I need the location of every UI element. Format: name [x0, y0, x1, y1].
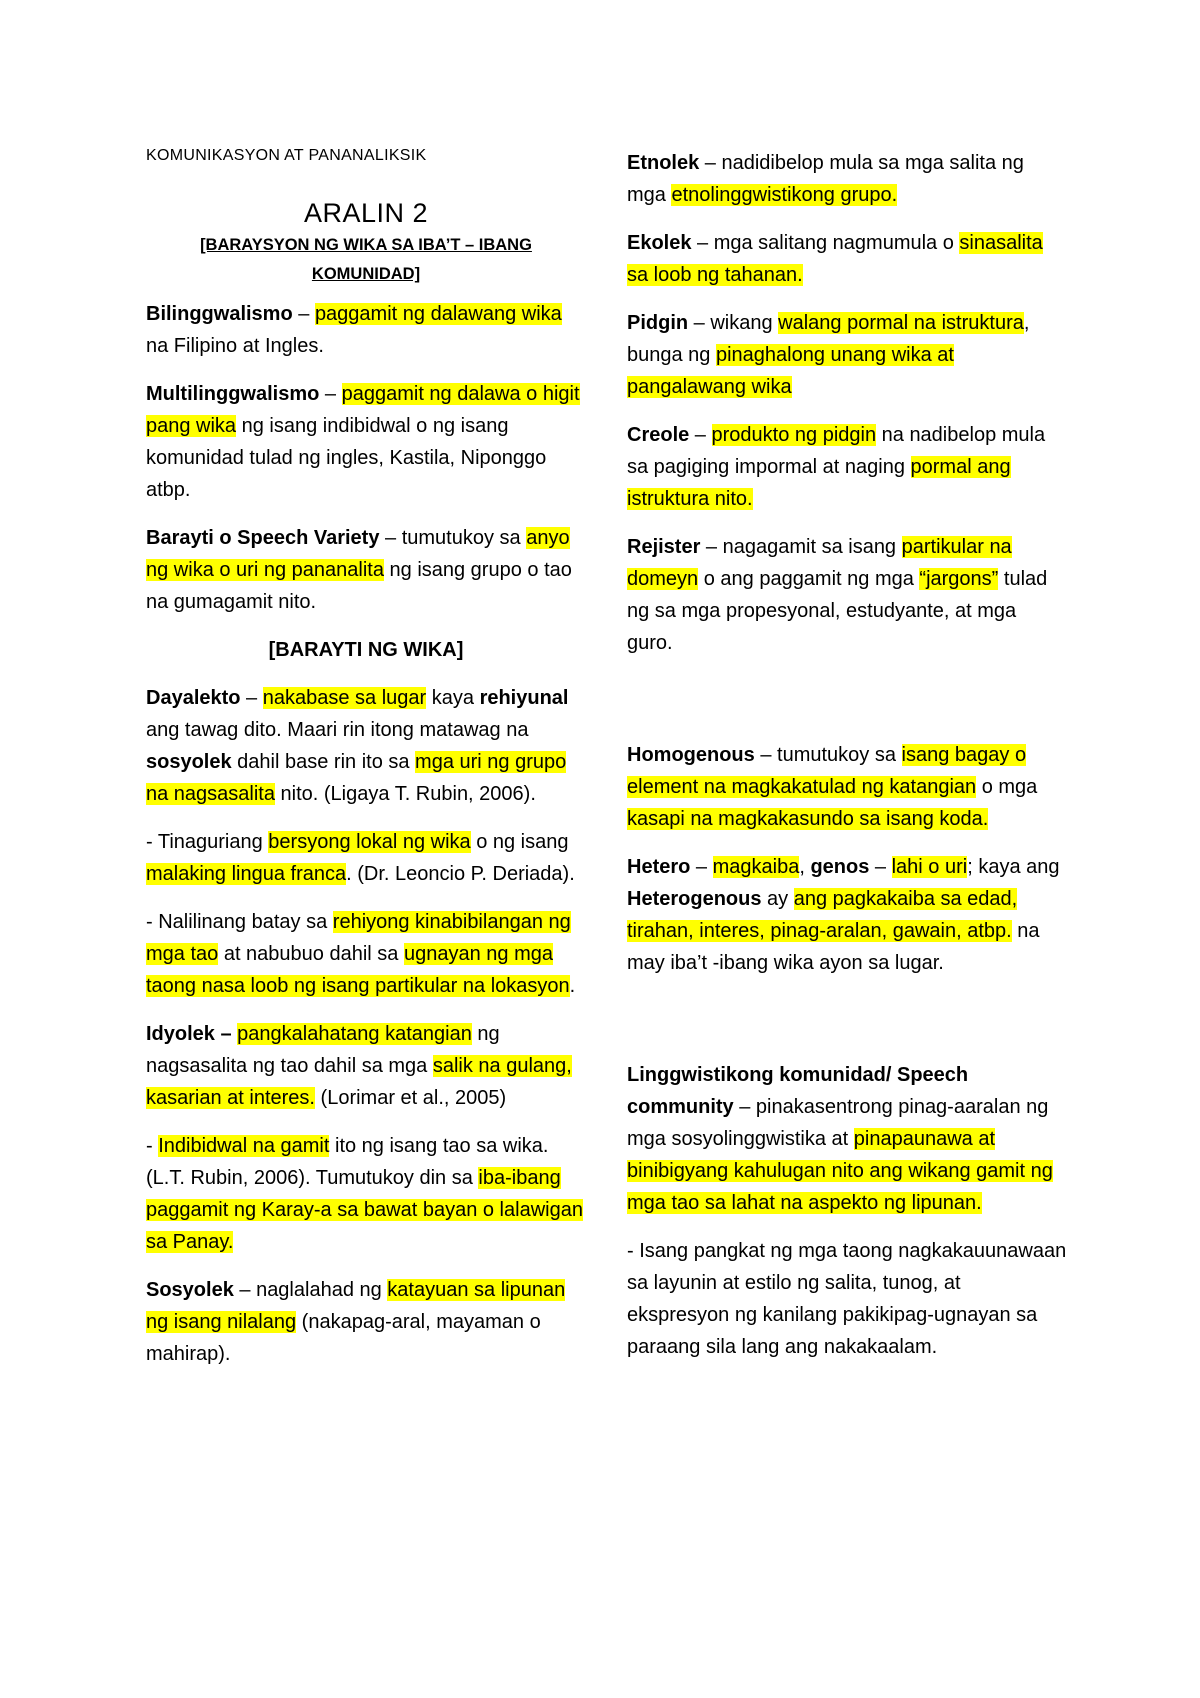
text-run: . (Dr. Leoncio P. Deriada).	[346, 863, 575, 885]
text-run: , bunga ng	[627, 312, 1030, 366]
highlighted-text: walang pormal na istruktura	[778, 312, 1024, 334]
highlighted-text: bersyong lokal ng wika	[268, 831, 471, 853]
text-run: ng isang indibidwal o ng isang komunidad tulad ng ingles, Kastila, Niponggo atbp.	[146, 415, 547, 501]
text-run: dahil base rin ito sa	[231, 751, 416, 773]
text-run: ng isang grupo o tao na gumagamit nito.	[146, 559, 572, 613]
highlighted-text: katayuan sa lipunan ng isang nilalang	[146, 1279, 566, 1333]
highlighted-text: salik na gulang, kasarian at interes.	[146, 1055, 572, 1109]
definition-ekolek	[627, 227, 1067, 291]
highlighted-text: lahi o uri	[891, 856, 968, 878]
term: Heterogenous	[627, 888, 762, 910]
definition-dayalekto	[146, 682, 586, 810]
definition-speech-community-note	[627, 1235, 1067, 1363]
term: Dayalekto	[146, 687, 241, 709]
highlighted-text: isang bagay o element na magkakatulad ng katangian	[627, 744, 1027, 798]
text-run: – tumutukoy sa	[379, 527, 527, 549]
highlighted-text: partikular na domeyn	[627, 536, 1012, 590]
term: Sosyolek	[146, 1279, 234, 1301]
spacer-gap-1	[627, 675, 1067, 739]
text-run: ay	[761, 888, 794, 910]
definition-speech-community	[627, 1059, 1067, 1219]
highlighted-text: produkto ng pidgin	[711, 424, 877, 446]
highlighted-text: anyo ng wika o uri ng pananalita	[146, 527, 570, 581]
definition-etnolek	[627, 147, 1067, 211]
text-run: – naglalahad ng	[233, 1279, 388, 1301]
highlighted-text: sinasalita sa loob ng tahanan.	[627, 232, 1043, 286]
highlighted-text: pinaghalong unang wika at pangalawang wika	[627, 344, 954, 398]
term: Etnolek	[627, 152, 700, 174]
highlighted-text: magkaiba	[712, 856, 800, 878]
right-column	[627, 147, 1067, 1379]
term: Homogenous	[627, 744, 755, 766]
term: Idyolek –	[146, 1023, 232, 1045]
text-run: – mga salitang nagmumula o	[691, 232, 960, 254]
definition-rejister	[627, 531, 1067, 659]
right-column-body	[627, 147, 1067, 1363]
text-run: –	[292, 303, 315, 325]
term: Barayti o Speech Variety	[146, 527, 380, 549]
text-run: - Nalilinang batay sa	[146, 911, 333, 933]
term: genos	[810, 856, 870, 878]
term: Pidgin	[627, 312, 689, 334]
definition-idyolek-note	[146, 1130, 586, 1258]
highlighted-text: ugnayan ng mga taong nasa loob ng isang partikular na lokasyon	[146, 943, 570, 997]
text-run: ; kaya ang	[967, 856, 1060, 878]
text-run: kaya	[426, 687, 480, 709]
highlighted-text: kasapi na magkakasundo sa isang koda.	[627, 808, 989, 830]
definition-idyolek	[146, 1018, 586, 1114]
term: Multilinggwalismo	[146, 383, 320, 405]
text-run: (nakapag-aral, mayaman o mahirap).	[146, 1311, 541, 1365]
text-run: – wikang	[688, 312, 779, 334]
term: Bilinggwalismo	[146, 303, 293, 325]
text-run: o ng isang	[470, 831, 569, 853]
term: Creole	[627, 424, 690, 446]
text-run: -	[146, 1135, 159, 1157]
text-run: - Tinaguriang	[146, 831, 269, 853]
highlighted-text: malaking lingua franca	[146, 863, 347, 885]
highlighted-text: Indibidwal na gamit	[158, 1135, 330, 1157]
definition-barayti	[146, 522, 586, 618]
text-run: nito. (Ligaya T. Rubin, 2006).	[274, 783, 536, 805]
highlighted-text: “jargons”	[919, 568, 999, 590]
lesson-title: ARALIN 2	[303, 198, 429, 228]
document-header: KOMUNIKASYON AT PANANALIKSIK	[146, 147, 427, 164]
text-run: –	[689, 424, 712, 446]
term: sosyolek	[146, 751, 232, 773]
term: Rejister	[627, 536, 701, 558]
highlighted-text: ang pagkakaiba sa edad, tirahan, interes, pinag-aralan, gawain, atbp.	[627, 888, 1018, 942]
definition-sosyolek	[146, 1274, 586, 1370]
highlighted-text: paggamit ng dalawang wika	[314, 303, 562, 325]
highlighted-text: iba-ibang paggamit ng Karay-a sa bawat bayan o lalawigan sa Panay.	[146, 1167, 583, 1253]
definition-multilinggwalismo	[146, 378, 586, 506]
text-run: – nadidibelop mula sa mga salita ng mga	[627, 152, 1024, 206]
text-run: –	[690, 856, 713, 878]
highlighted-text: etnolinggwistikong grupo.	[671, 184, 898, 206]
text-run: [BARAYTI NG WIKA]	[268, 639, 464, 661]
definition-homogenous	[627, 739, 1067, 835]
term: Linggwistikong komunidad/ Speech community	[627, 1064, 969, 1118]
lesson-subtitle: [BARAYSYON NG WIKA SA IBA’T – IBANG KOMUNIDAD]	[200, 236, 532, 283]
definition-pidgin	[627, 307, 1067, 403]
highlighted-text: nakabase sa lugar	[262, 687, 427, 709]
highlighted-text: mga uri ng grupo na nagsasalita	[146, 751, 567, 805]
text-run: at nabubuo dahil sa	[218, 943, 404, 965]
section-heading	[146, 634, 586, 666]
term: rehiyunal	[479, 687, 569, 709]
text-run: (Lorimar et al., 2005)	[314, 1087, 507, 1109]
text-run: –	[240, 687, 263, 709]
term: Ekolek	[627, 232, 692, 254]
text-run: na may iba’t -ibang wika ayon sa lugar.	[627, 920, 1040, 974]
text-run: ,	[799, 856, 811, 878]
text-run: –	[869, 856, 892, 878]
spacer-gap-2	[627, 995, 1067, 1059]
text-run: .	[569, 975, 576, 997]
text-run: tulad ng sa mga propesyonal, estudyante, at mga guro.	[627, 568, 1048, 654]
text-run: o mga	[976, 776, 1038, 798]
highlighted-text: pangkalahatang katangian	[237, 1023, 472, 1045]
text-run: - Isang pangkat ng mga taong nagkakauunawaan sa layunin at estilo ng salita, tunog, at ekspresyon ng kanilang pakikipag-ugnayan sa paraang sila lang ang nakakaalam.	[627, 1240, 1067, 1358]
left-column-body	[146, 298, 586, 1370]
text-run: – nagagamit sa isang	[700, 536, 902, 558]
term: Hetero	[627, 856, 691, 878]
highlighted-text: pinapaunawa at binibigyang kahulugan nito ang wikang gamit ng mga tao sa lahat na aspekto ng lipunan.	[627, 1128, 1053, 1214]
definition-dayalekto-note-2	[146, 906, 586, 1002]
text-run: – pinakasentrong pinag-aaralan ng mga sosyolinggwistika at	[627, 1096, 1049, 1150]
highlighted-text: rehiyong kinabibilangan ng mga tao	[146, 911, 571, 965]
left-column	[146, 147, 586, 1386]
text-run: na Filipino at Ingles.	[146, 335, 324, 357]
definition-dayalekto-note-1	[146, 826, 586, 890]
text-run: ng nagsasalita ng tao dahil sa mga	[146, 1023, 500, 1077]
text-run: ang tawag dito. Maari rin itong matawag na	[146, 719, 529, 741]
text-run: –	[319, 383, 342, 405]
highlighted-text: paggamit ng dalawa o higit pang wika	[146, 383, 580, 437]
text-run: – tumutukoy sa	[754, 744, 902, 766]
highlighted-text: pormal ang istruktura nito.	[627, 456, 1011, 510]
definition-creole	[627, 419, 1067, 515]
text-run: ito ng isang tao sa wika. (L.T. Rubin, 2006). Tumutukoy din sa	[146, 1135, 549, 1189]
definition-hetero	[627, 851, 1067, 979]
text-run: na nadibelop mula sa pagiging impormal at naging	[627, 424, 1046, 478]
text-run: o ang paggamit ng mga	[698, 568, 920, 590]
definition-bilinggwalismo	[146, 298, 586, 362]
